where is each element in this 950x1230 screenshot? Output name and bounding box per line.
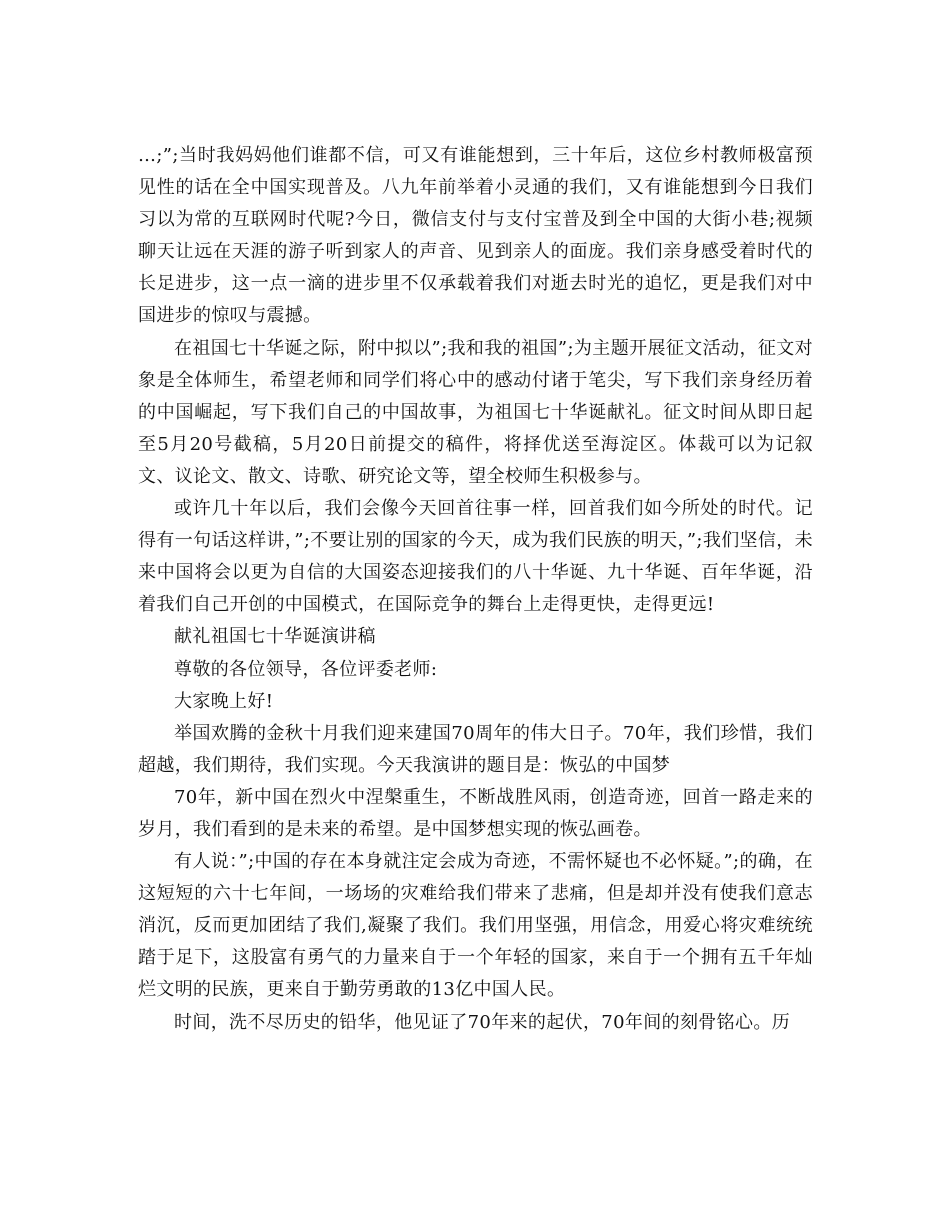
paragraph-1: …;”;当时我妈妈他们谁都不信，可又有谁能想到，三十年后，这位乡村教师极富预见性的话在全中国实现普及。八九年前举着小灵通的我们，又有谁能想到今日我们习以为常的互联网时代呢?今日，微信支付与支付宝普及到全中国的大街小巷;视频聊天让远在天涯的游子听到家人的声音、见到亲人的面庞。我们亲身感受着时代的长足进步，这一点一滴的进步里不仅承载着我们对逝去时光的追忆，更是我们对中国进步的惊叹与震撼。 xyxy=(138,145,813,327)
salutation: 尊敬的各位领导，各位评委老师: xyxy=(174,658,438,680)
speech-title: 献礼祖国七十华诞演讲稿 xyxy=(174,626,376,648)
document-body xyxy=(138,140,813,1039)
paragraph-7: 举国欢腾的金秋十月我们迎来建国70周年的伟大日子。70年，我们珍惜，我们超越，我们期待，我们实现。今天我演讲的题目是：恢弘的中国梦 xyxy=(138,722,813,776)
paragraph-8: 70年，新中国在烈火中涅槃重生，不断战胜风雨，创造奇迹，回首一路走来的岁月，我们看到的是未来的希望。是中国梦想实现的恢弘画卷。 xyxy=(138,786,813,840)
paragraph-9: 有人说：”;中国的存在本身就注定会成为奇迹，不需怀疑也不必怀疑。”;的确，在这短短的六十七年间，一场场的灾难给我们带来了悲痛，但是却并没有使我们意志消沉，反而更加团结了我们,凝聚了我们。我们用坚强，用信念，用爱心将灾难统统踏于足下，这股富有勇气的力量来自于一个年轻的国家，来自于一个拥有五千年灿烂文明的民族，更来自于勤劳勇敢的13亿中国人民。 xyxy=(138,851,813,1001)
greeting: 大家晚上好! xyxy=(174,690,274,712)
paragraph-10: 时间，洗不尽历史的铅华，他见证了70年来的起伏，70年间的刻骨铭心。历 xyxy=(174,1011,791,1033)
paragraph-3: 或许几十年以后，我们会像今天回首往事一样，回首我们如今所处的时代。记得有一句话这样讲，”;不要让别的国家的今天，成为我们民族的明天，”;我们坚信，未来中国将会以更为自信的大国姿态迎接我们的八十华诞、九十华诞、百年华诞，沿着我们自己开创的中国模式，在国际竞争的舞台上走得更快，走得更远! xyxy=(138,498,813,616)
paragraph-2: 在祖国七十华诞之际，附中拟以”;我和我的祖国”;为主题开展征文活动，征文对象是全体师生，希望老师和同学们将心中的感动付诸于笔尖，写下我们亲身经历着的中国崛起，写下我们自己的中国故事，为祖国七十华诞献礼。征文时间从即日起至5月20号截稿，5月20日前提交的稿件，将择优送至海淀区。体裁可以为记叙文、议论文、散文、诗歌、研究论文等，望全校师生积极参与。 xyxy=(138,337,813,487)
